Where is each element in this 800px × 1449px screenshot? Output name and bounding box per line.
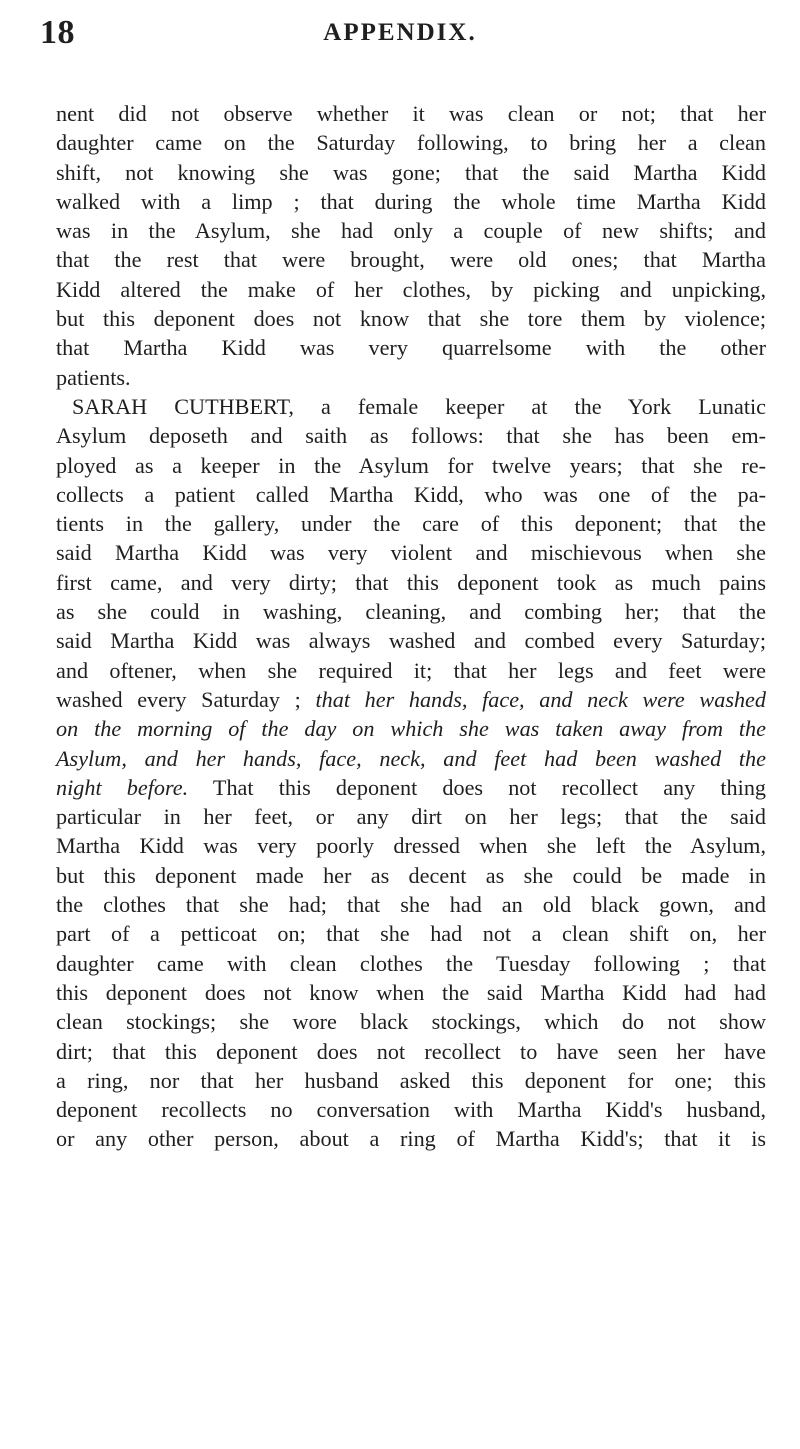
text-roman: That this deponent does not recollect any thing (188, 774, 767, 800)
text-line: daughter came with clean clothes the Tuesday following ; that (56, 950, 766, 976)
body-text (56, 99, 766, 1154)
text-italic: that her hands, face, and neck were washed (315, 686, 766, 712)
text-line: patients. (56, 364, 131, 390)
text-line: as she could in washing, cleaning, and combing her; that the (56, 599, 766, 625)
text-line: said Martha Kidd was very violent and mischievous when she (56, 540, 766, 566)
text-roman: washed every Saturday ; (56, 686, 316, 712)
text-line: said Martha Kidd was always washed and combed every Saturday; (56, 628, 766, 654)
text-line: Martha Kidd was very poorly dressed when she left the Asylum, (56, 833, 766, 859)
text-line: walked with a limp ; that during the whole time Martha Kidd (56, 188, 766, 214)
text-italic: Asylum, and her hands, face, neck, and feet had been washed the (56, 745, 766, 771)
text-italic: on the morning of the day on which she was taken away from the (56, 716, 766, 742)
text-line: but this deponent does not know that she tore them by violence; (56, 306, 766, 332)
text-line: dirt; that this deponent does not recollect to have seen her have (56, 1038, 766, 1064)
text-line: Asylum deposeth and saith as follows: that she has been em- (56, 423, 766, 449)
text-line: clean stockings; she wore black stockings, which do not show (56, 1009, 766, 1035)
text-line: tients in the gallery, under the care of this deponent; that the (56, 511, 766, 537)
text-line: first came, and very dirty; that this deponent took as much pains (56, 569, 766, 595)
text-line: that the rest that were brought, were old ones; that Martha (56, 247, 766, 273)
text-line: and oftener, when she required it; that her legs and feet were (56, 657, 766, 683)
text-line: SARAH CUTHBERT, a female keeper at the York Lunatic (72, 393, 766, 419)
text-line: ployed as a keeper in the Asylum for twelve years; that she re- (56, 452, 766, 478)
text-line: Kidd altered the make of her clothes, by picking and unpicking, (56, 276, 766, 302)
text-line: but this deponent made her as decent as she could be made in (56, 862, 766, 888)
text-line: a ring, nor that her husband asked this deponent for one; this (56, 1067, 766, 1093)
text-line: deponent recollects no conversation with Martha Kidd's husband, (56, 1097, 766, 1123)
running-head: APPENDIX. (323, 19, 477, 46)
text-line: this deponent does not know when the said Martha Kidd had had (56, 979, 766, 1005)
text-line: daughter came on the Saturday following, to bring her a clean (56, 130, 766, 156)
text-line (56, 773, 766, 802)
text-line: or any other person, about a ring of Martha Kidd's; that it is (56, 1126, 766, 1152)
text-line: collects a patient called Martha Kidd, who was one of the pa- (56, 481, 766, 507)
text-line: was in the Asylum, she had only a couple of new shifts; and (56, 218, 766, 244)
text-line: shift, not knowing she was gone; that the said Martha Kidd (56, 159, 766, 185)
text-line: the clothes that she had; that she had an old black gown, and (56, 892, 766, 918)
text-line (56, 685, 766, 714)
text-line (56, 714, 766, 743)
page-number: 18 (40, 14, 75, 51)
text-line: that Martha Kidd was very quarrelsome with the other (56, 335, 766, 361)
text-line (56, 744, 766, 773)
text-line: particular in her feet, or any dirt on her legs; that the said (56, 804, 766, 830)
text-line: part of a petticoat on; that she had not a clean shift on, her (56, 921, 766, 947)
text-italic: night before. (56, 774, 189, 800)
text-line: nent did not observe whether it was clean or not; that her (56, 101, 766, 126)
